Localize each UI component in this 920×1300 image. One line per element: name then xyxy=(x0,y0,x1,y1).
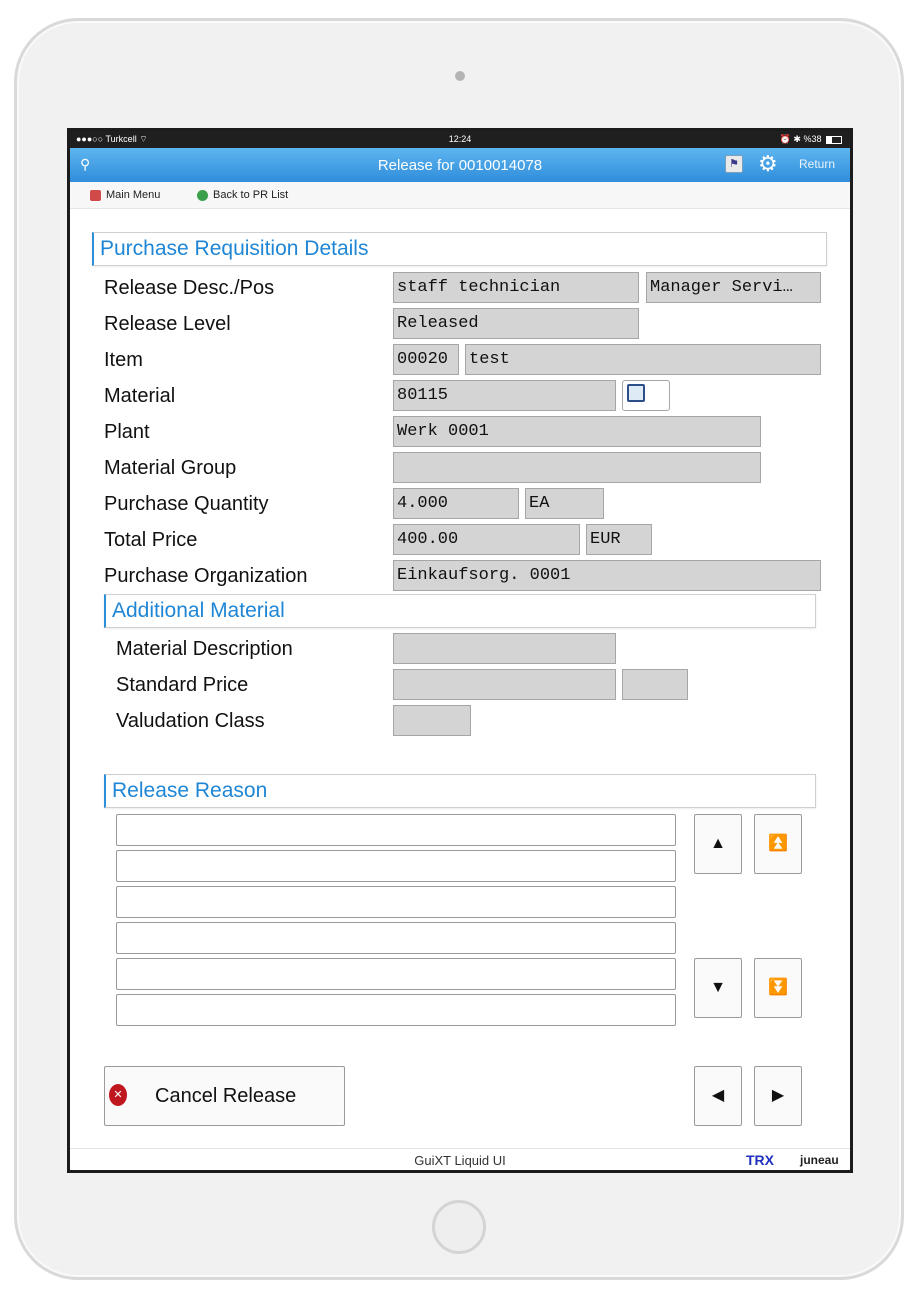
triangle-left-icon: ◀ xyxy=(711,1087,725,1104)
triangle-right-icon: ▶ xyxy=(771,1087,785,1104)
main-content xyxy=(70,209,850,1148)
additional-section-header: Additional Material xyxy=(104,594,816,628)
tools-icon[interactable]: ⚑ xyxy=(725,155,743,173)
wifi-icon: ⌔ xyxy=(139,134,148,144)
reason-line-2[interactable] xyxy=(116,850,676,882)
reason-line-5[interactable] xyxy=(116,958,676,990)
cancel-release-button[interactable]: ✕ Cancel Release xyxy=(104,1066,345,1126)
battery-icon xyxy=(826,136,842,144)
search-icon[interactable]: ⚲ xyxy=(80,156,91,172)
magnifier-icon xyxy=(627,384,645,402)
release-reason-section-header: Release Reason xyxy=(104,774,816,808)
purchase-quantity-label: Purchase Quantity xyxy=(104,493,269,515)
home-icon xyxy=(90,190,101,201)
valuation-class-label: Valudation Class xyxy=(116,710,265,732)
reason-line-6[interactable] xyxy=(116,994,676,1026)
scroll-up-button[interactable] xyxy=(694,814,742,874)
scroll-down-button[interactable] xyxy=(694,958,742,1018)
material-description-field[interactable] xyxy=(393,633,616,664)
purchase-org-field[interactable]: Einkaufsorg. 0001 xyxy=(393,560,821,591)
item-text-field[interactable]: test xyxy=(465,344,821,375)
nav-bar xyxy=(70,148,850,182)
release-desc-field[interactable]: staff technician xyxy=(393,272,639,303)
price-field[interactable]: 400.00 xyxy=(393,524,580,555)
double-up-icon: ⏫ xyxy=(768,835,788,852)
reason-line-4[interactable] xyxy=(116,922,676,954)
home-button[interactable] xyxy=(432,1200,486,1254)
triangle-down-icon: ▼ xyxy=(710,979,726,996)
material-lookup-button[interactable] xyxy=(622,380,670,411)
back-icon xyxy=(197,190,208,201)
front-camera xyxy=(455,71,465,81)
reason-line-3[interactable] xyxy=(116,886,676,918)
prev-button[interactable] xyxy=(694,1066,742,1126)
scroll-bottom-button[interactable] xyxy=(754,958,802,1018)
material-group-field[interactable] xyxy=(393,452,761,483)
next-button[interactable] xyxy=(754,1066,802,1126)
release-pos-field[interactable]: Manager Servi… xyxy=(646,272,821,303)
footer xyxy=(70,1148,850,1170)
plant-field[interactable]: Werk 0001 xyxy=(393,416,761,447)
back-to-pr-list-link[interactable]: Back to PR List xyxy=(197,189,288,201)
alarm-icon: ⏰ xyxy=(779,134,791,144)
standard-price-unit-field[interactable] xyxy=(622,669,688,700)
toolbar xyxy=(70,182,850,209)
item-number-field[interactable]: 00020 xyxy=(393,344,459,375)
app-display xyxy=(70,131,850,1170)
reason-line-1[interactable] xyxy=(116,814,676,846)
status-time: 12:24 xyxy=(448,134,472,144)
bluetooth-icon: ✱ xyxy=(793,134,801,144)
scroll-top-button[interactable] xyxy=(754,814,802,874)
release-level-label: Release Level xyxy=(104,313,231,335)
footer-host: juneau xyxy=(800,1153,839,1167)
main-menu-link[interactable]: Main Menu xyxy=(90,189,160,201)
quantity-field[interactable]: 4.000 xyxy=(393,488,519,519)
valuation-class-field[interactable] xyxy=(393,705,471,736)
standard-price-field[interactable] xyxy=(393,669,616,700)
footer-product: GuiXT Liquid UI xyxy=(414,1153,506,1168)
material-group-label: Material Group xyxy=(104,457,237,479)
footer-trx: TRX xyxy=(746,1152,774,1168)
status-right xyxy=(780,134,842,145)
material-label: Material xyxy=(104,385,176,407)
material-field[interactable]: 80115 xyxy=(393,380,616,411)
currency-field[interactable]: EUR xyxy=(586,524,652,555)
gear-icon[interactable]: ⚙ xyxy=(758,151,778,176)
status-bar xyxy=(70,131,850,148)
return-button[interactable]: Return xyxy=(799,157,836,171)
double-down-icon: ⏬ xyxy=(768,979,788,996)
tablet-screen xyxy=(67,128,853,1173)
plant-label: Plant xyxy=(104,421,150,443)
details-section-header: Purchase Requisition Details xyxy=(92,232,827,266)
material-description-label: Material Description xyxy=(116,638,293,660)
purchase-org-label: Purchase Organization xyxy=(104,565,308,587)
total-price-label: Total Price xyxy=(104,529,198,551)
unit-field[interactable]: EA xyxy=(525,488,604,519)
standard-price-label: Standard Price xyxy=(116,674,249,696)
cancel-icon: ✕ xyxy=(109,1084,127,1106)
item-label: Item xyxy=(104,349,143,371)
release-level-field[interactable]: Released xyxy=(393,308,639,339)
carrier-label: ●●●○○ Turkcell ⌔ xyxy=(76,134,148,144)
battery-percent: %38 xyxy=(803,134,822,144)
release-desc-label: Release Desc./Pos xyxy=(104,277,275,299)
triangle-up-icon: ▲ xyxy=(710,835,726,852)
page-title: Release for 0010014078 xyxy=(377,157,543,174)
